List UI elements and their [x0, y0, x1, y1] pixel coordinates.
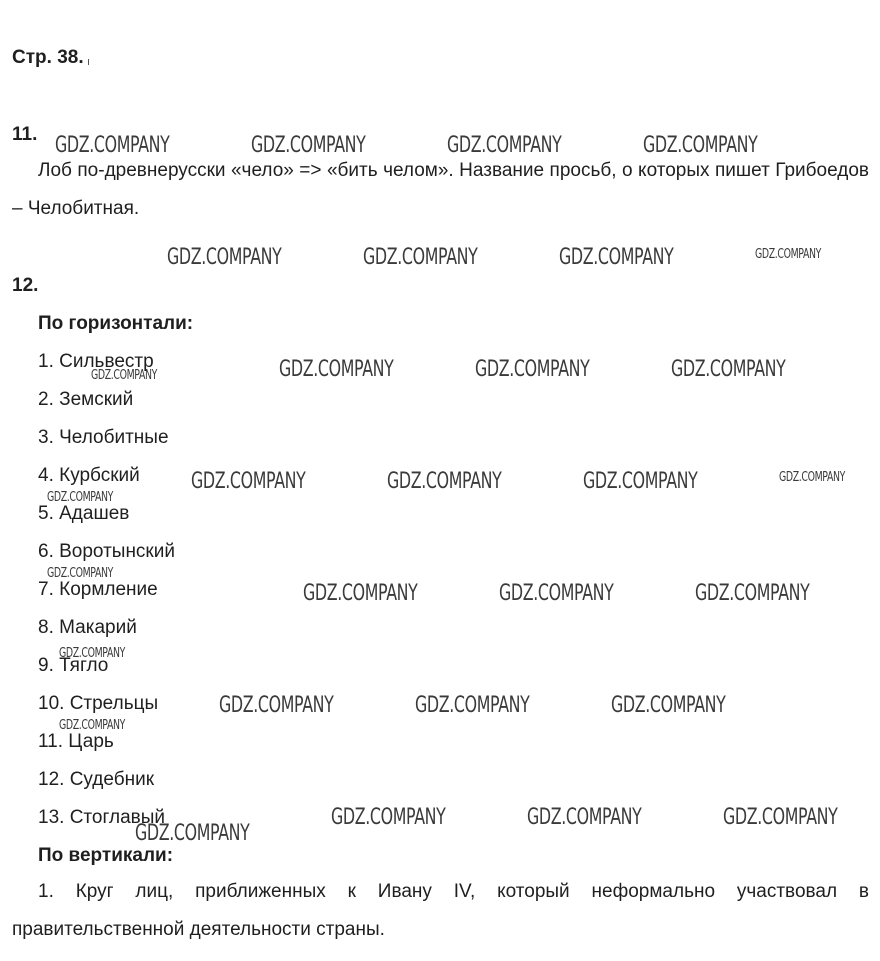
watermark: GDZ.COMPANY: [363, 245, 478, 270]
watermark: GDZ.COMPANY: [723, 805, 838, 830]
list-item: 10. Стрельцы: [38, 693, 159, 714]
list-item: 8. Макарий: [38, 617, 137, 638]
watermark: GDZ.COMPANY: [755, 247, 822, 262]
watermark: GDZ.COMPANY: [611, 693, 726, 718]
vertical-item-1: 1. Круг лиц, приближенных к Ивану IV, который неформально участвовал в правительственной деятельности страны.: [12, 881, 869, 940]
watermark: GDZ.COMPANY: [251, 133, 366, 158]
watermark: GDZ.COMPANY: [695, 581, 810, 606]
watermark: GDZ.COMPANY: [219, 693, 334, 718]
horizontal-heading: По горизонтали:: [38, 313, 194, 334]
list-item: 9. Тягло: [38, 655, 109, 676]
task-12-number: 12.: [12, 275, 39, 296]
watermark: GDZ.COMPANY: [415, 693, 530, 718]
watermark: GDZ.COMPANY: [47, 490, 114, 505]
watermark: GDZ.COMPANY: [447, 133, 562, 158]
list-item: 4. Курбский: [38, 465, 140, 486]
watermark: GDZ.COMPANY: [331, 805, 446, 830]
watermark: GDZ.COMPANY: [499, 581, 614, 606]
tick-mark: [88, 59, 92, 65]
list-item: 1. Сильвестр: [38, 351, 154, 372]
task-11-text: Лоб по-древнерусски «чело» => «бить челом». Название просьб, о которых пишет Грибоедов – Челобитная.: [12, 160, 869, 219]
watermark: GDZ.COMPANY: [779, 470, 846, 485]
watermark: GDZ.COMPANY: [387, 469, 502, 494]
watermark: GDZ.COMPANY: [303, 581, 418, 606]
watermark: GDZ.COMPANY: [583, 469, 698, 494]
watermark: GDZ.COMPANY: [191, 469, 306, 494]
watermark: GDZ.COMPANY: [59, 718, 126, 733]
list-item: 11. Царь: [38, 731, 114, 752]
list-item: 2. Земский: [38, 389, 134, 410]
list-item: 7. Кормление: [38, 579, 158, 600]
watermark: GDZ.COMPANY: [59, 646, 126, 661]
watermark: GDZ.COMPANY: [91, 368, 158, 383]
watermark: GDZ.COMPANY: [55, 133, 170, 158]
task-11-number: 11.: [12, 124, 38, 145]
list-item: 13. Стоглавый: [38, 807, 165, 828]
watermark: GDZ.COMPANY: [671, 357, 786, 382]
page-label: Стр. 38.: [12, 48, 92, 67]
watermark: GDZ.COMPANY: [643, 133, 758, 158]
watermark: GDZ.COMPANY: [527, 805, 642, 830]
watermark: GDZ.COMPANY: [559, 245, 674, 270]
watermark: GDZ.COMPANY: [167, 245, 282, 270]
watermark: GDZ.COMPANY: [47, 566, 114, 581]
list-item: 6. Воротынский: [38, 541, 175, 562]
list-item: 3. Челобитные: [38, 427, 169, 448]
list-item: 12. Судебник: [38, 769, 155, 790]
watermark: GDZ.COMPANY: [279, 357, 394, 382]
watermark: GDZ.COMPANY: [475, 357, 590, 382]
watermark: GDZ.COMPANY: [135, 821, 250, 846]
vertical-heading: По вертикали:: [38, 845, 174, 866]
list-item: 5. Адашев: [38, 503, 130, 524]
